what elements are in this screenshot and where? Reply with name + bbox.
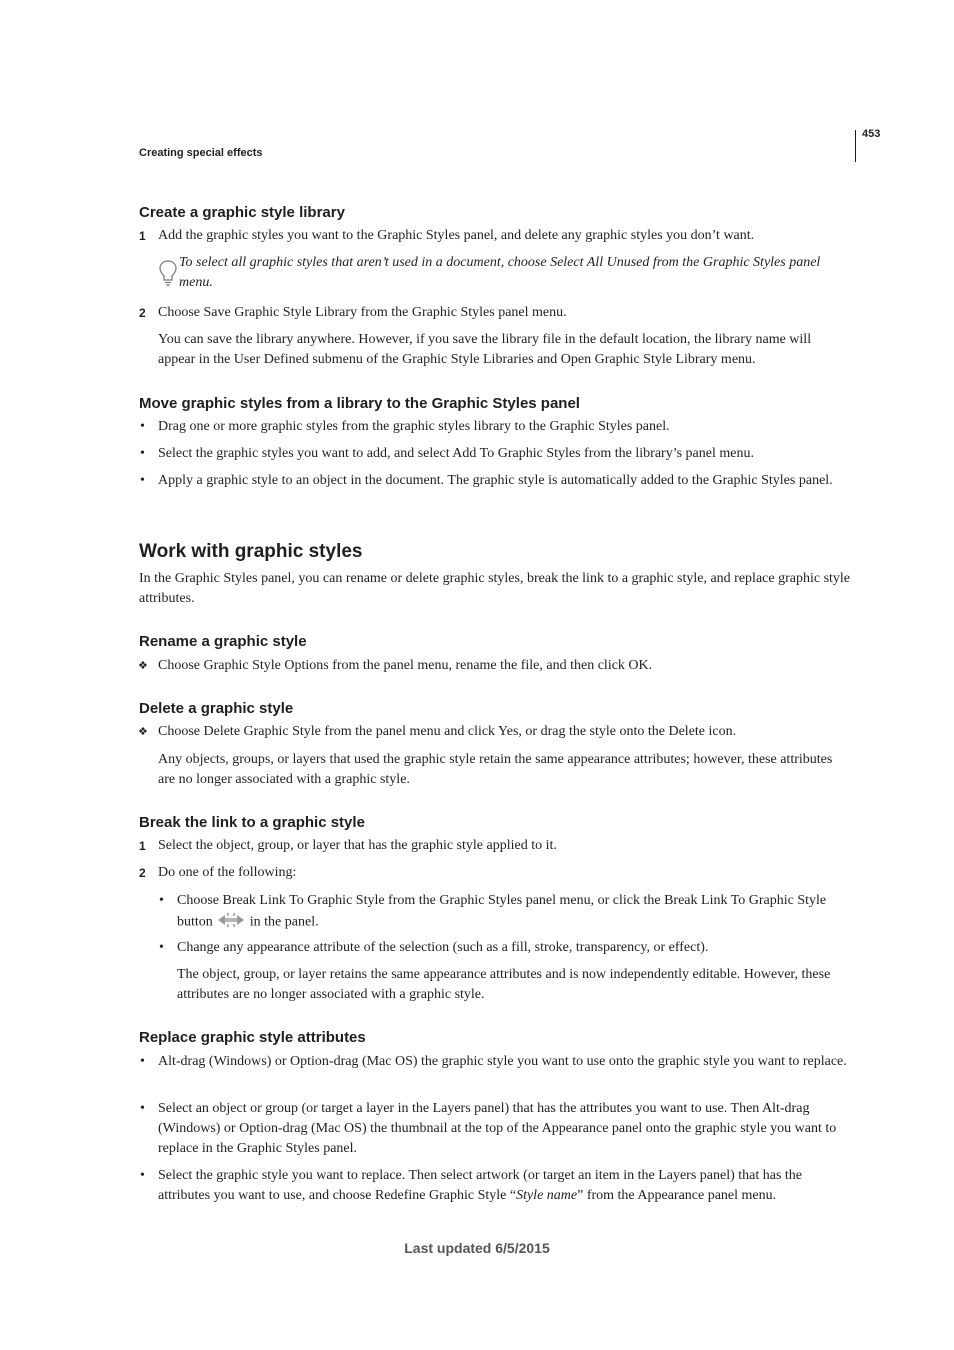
list-item-text: Select the graphic style you want to replace. Then select artwork (or target an item in the Layers panel) that has the attributes you want to use, and choose Redefine Graphic Style “ <box>158 1168 803 1203</box>
list-item: Apply a graphic style to an object in the document. The graphic style is automatically added to the Graphic Styles panel. <box>158 473 833 488</box>
bullet-marker: • <box>159 940 164 955</box>
tip-text: To select all graphic styles that aren’t used in a document, choose Select All Unused from the Graphic Styles panel menu. <box>179 255 821 290</box>
list-item: Select the graphic styles you want to add, and select Add To Graphic Styles from the library’s panel menu. <box>158 446 754 461</box>
heading-work-with-styles: Work with graphic styles <box>139 541 363 562</box>
page-number: 453 <box>862 128 881 140</box>
heading-break-link: Break the link to a graphic style <box>139 814 365 831</box>
bullet-marker: • <box>140 1101 145 1116</box>
heading-replace-attributes: Replace graphic style attributes <box>139 1029 366 1046</box>
list-item <box>158 1166 850 1206</box>
list-item-note: The object, group, or layer retains the same appearance attributes and is now independently editable. However, these attributes are no longer associated with a graphic style. <box>177 967 831 1002</box>
step-text: Select the object, group, or layer that has the graphic style applied to it. <box>158 838 557 853</box>
list-item: Alt-drag (Windows) or Option-drag (Mac OS) the graphic style you want to use onto the graphic style you want to replace. <box>158 1054 847 1069</box>
step-text: Choose Save Graphic Style Library from the Graphic Styles panel menu. <box>158 305 567 320</box>
bullet-marker: • <box>140 419 145 434</box>
step-text: Choose Delete Graphic Style from the panel menu and click Yes, or drag the style onto the Delete icon. <box>158 724 737 739</box>
list-item-text: in the panel. <box>249 914 319 930</box>
heading-delete-style: Delete a graphic style <box>139 700 294 717</box>
list-item <box>177 891 850 934</box>
intro-paragraph: In the Graphic Styles panel, you can rename or delete graphic styles, break the link to a graphic style, and replace graphic style attributes. <box>139 571 851 606</box>
break-link-icon <box>216 911 246 934</box>
lightbulb-icon <box>158 258 178 288</box>
list-item-text: Choose Break Link To Graphic Style from the Graphic Styles panel menu, or click the Break Link To Graphic Style button <box>177 893 827 930</box>
bullet-marker: • <box>140 446 145 461</box>
heading-rename-style: Rename a graphic style <box>139 633 307 650</box>
step-number: 1 <box>139 229 146 243</box>
step-text: Choose Graphic Style Options from the panel menu, rename the file, and then click OK. <box>158 658 653 673</box>
step-number: 1 <box>139 839 146 853</box>
bullet-marker: • <box>140 473 145 488</box>
list-item: Drag one or more graphic styles from the graphic styles library to the Graphic Styles panel. <box>158 419 670 434</box>
heading-move-styles: Move graphic styles from a library to the Graphic Styles panel <box>139 395 580 412</box>
step-note: Any objects, groups, or layers that used the graphic style retain the same appearance attributes; however, these attributes are no longer associated with a graphic style. <box>158 752 833 787</box>
style-name-placeholder: Style name <box>516 1188 578 1203</box>
header-divider <box>855 130 856 162</box>
step-number: 2 <box>139 866 146 880</box>
bullet-marker: • <box>159 893 164 908</box>
heading-create-library: Create a graphic style library <box>139 204 345 221</box>
list-item-text: ” from the Appearance panel menu. <box>577 1188 777 1203</box>
step-text: Do one of the following: <box>158 865 297 880</box>
diamond-marker: ❖ <box>138 725 148 738</box>
list-item: Select an object or group (or target a layer in the Layers panel) that has the attributes you want to use. Then Alt-drag (Windows) or Option-drag (Mac OS) the thumbnail at the top of the Appearance panel onto the graphic style you want to replace in the Graphic Styles panel. <box>158 1101 837 1156</box>
step-note: You can save the library anywhere. However, if you save the library file in the default location, the library name will appear in the User Defined submenu of the Graphic Style Libraries and Open Graphic Style Library menu. <box>158 332 812 367</box>
bullet-marker: • <box>140 1168 145 1183</box>
footer-last-updated: Last updated 6/5/2015 <box>404 1240 550 1256</box>
running-header: Creating special effects <box>139 147 263 159</box>
diamond-marker: ❖ <box>138 659 148 672</box>
list-item: Change any appearance attribute of the selection (such as a fill, stroke, transparency, or effect). <box>177 940 709 955</box>
bullet-marker: • <box>140 1054 145 1069</box>
step-text: Add the graphic styles you want to the Graphic Styles panel, and delete any graphic styles you don’t want. <box>158 228 755 243</box>
step-number: 2 <box>139 306 146 320</box>
